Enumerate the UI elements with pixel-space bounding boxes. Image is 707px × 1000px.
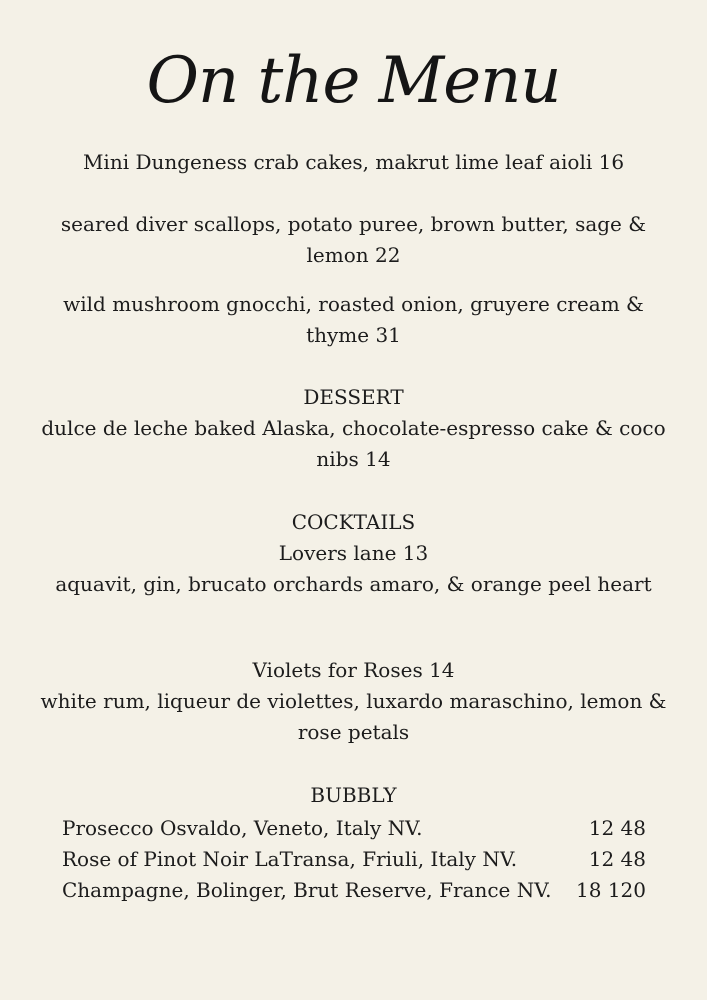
- cocktail-name-lovers-lane: Lovers lane 13: [278, 541, 429, 565]
- wine-name: Prosecco Osvaldo, Veneto, Italy NV.: [62, 816, 423, 840]
- wine-price: 12 48: [588, 847, 646, 871]
- bubbly-heading: BUBBLY: [310, 783, 397, 807]
- cocktail-desc-violets: white rum, liqueur de violettes, luxardo maraschino, lemon & rose petals: [40, 689, 667, 744]
- wine-row: [62, 844, 652, 875]
- wine-row: [62, 875, 652, 906]
- menu-title: On the Menu: [146, 44, 561, 118]
- wine-row: [62, 813, 652, 844]
- cocktail-name-violets: Violets for Roses 14: [252, 658, 455, 682]
- dessert-section: [40, 382, 667, 475]
- cocktail-desc-lovers-lane: aquavit, gin, brucato orchards amaro, & orange peel heart: [55, 572, 652, 596]
- menu-item-crab-cakes: Mini Dungeness crab cakes, makrut lime leaf aioli 16: [82, 150, 625, 174]
- wine-name: Champagne, Bolinger, Brut Reserve, France NV.: [62, 878, 552, 902]
- bubbly-wine-list: [62, 813, 652, 906]
- menu-item-scallops: seared diver scallops, potato puree, brown butter, sage & lemon 22: [60, 212, 647, 267]
- cocktails-section: [40, 507, 667, 600]
- dessert-item: dulce de leche baked Alaska, chocolate-espresso cake & coco nibs 14: [41, 416, 666, 471]
- wine-name: Rose of Pinot Noir LaTransa, Friuli, Italy NV.: [62, 847, 518, 871]
- menu-item-gnocchi: wild mushroom gnocchi, roasted onion, gruyere cream & thyme 31: [63, 292, 644, 347]
- cocktail-violets-section: [40, 655, 667, 748]
- dessert-heading: DESSERT: [303, 385, 404, 409]
- cocktails-heading: COCKTAILS: [291, 510, 416, 534]
- wine-price: 12 48: [588, 816, 646, 840]
- wine-price: 18 120: [576, 878, 646, 902]
